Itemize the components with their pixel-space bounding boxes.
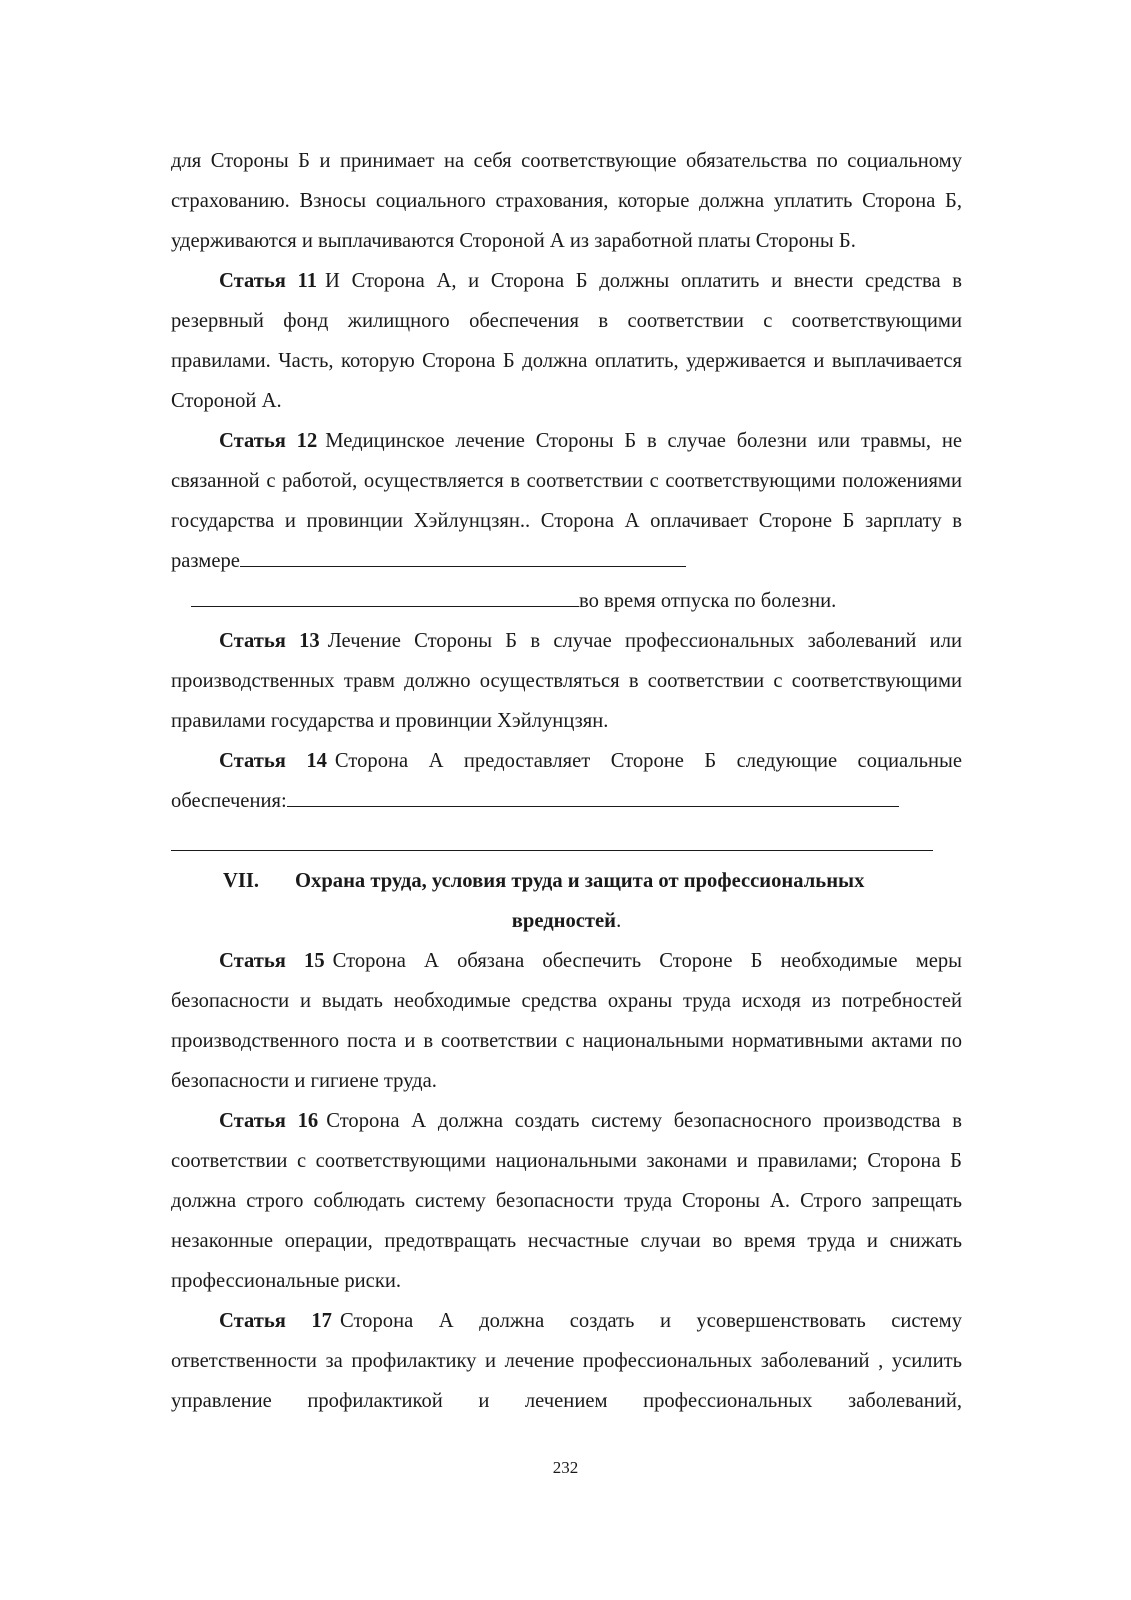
article-12-text: Медицинское лечение Стороны Б в случае болезни или травмы, не связанной с работой, осуществляется в соответствии с соответствующими положениями государства и провинции Хэйлунцзян.. Сторона А оплачивает Стороне Б зарплату в размере [171, 430, 962, 572]
article-17-text: Сторона А должна создать и усовершенствовать систему ответственности за профилактику и лечение профессиональных заболеваний , усилить управление профилактикой и лечением профессиональных заболеваний, [171, 1310, 962, 1412]
section-7-title-line1: Охрана труда, условия труда и защита от профессиональных [295, 870, 865, 892]
social-benefits-blank[interactable] [287, 782, 899, 807]
section-7-title-period: . [616, 910, 622, 932]
article-14-text: Сторона А предоставляет Стороне Б следующие социальные обеспечения: [171, 750, 963, 812]
section-7-number: VII. [223, 870, 260, 892]
social-benefits-blank-line[interactable] [171, 821, 962, 861]
section-7-heading [171, 861, 962, 941]
salary-amount-blank-continued[interactable] [191, 582, 579, 607]
article-13-label: Статья 13 [219, 630, 320, 652]
article-16 [171, 1101, 962, 1301]
article-15-label: Статья 15 [219, 950, 325, 972]
article-16-text: Сторона А должна создать систему безопасносного производства в соответствии с соответствующими национальными законами и правилами; Сторона Б должна строго соблюдать систему безопасности труда Стороны А. Строго запрещать незаконные операции, предотвращать несчастные случаи во время труда и снижать профессиональные риски. [171, 1110, 962, 1292]
article-12-label: Статья 12 [219, 430, 318, 452]
article-15 [171, 941, 962, 1101]
paragraph-continuation: для Стороны Б и принимает на себя соответствующие обязательства по социальному страхованию. Взносы социального страхования, которые должна уплатить Сторона Б, удерживаются и выплачиваются Стороной А из заработной платы Стороны Б. [171, 150, 962, 252]
article-12 [171, 421, 962, 581]
article-12-tail: во время отпуска по болезни. [579, 590, 837, 612]
document-page [171, 141, 962, 1421]
article-11-text: И Сторона А, и Сторона Б должны оплатить и внести средства в резервный фонд жилищного обеспечения в соответствии с соответствующими правилами. Часть, которую Сторона Б должна оплатить, удерживается и выплачивается Стороной А. [171, 270, 962, 412]
salary-amount-blank[interactable] [240, 542, 686, 567]
page-number: 232 [552, 1458, 579, 1477]
section-7-title-line2: вредностей [511, 910, 617, 932]
article-13 [171, 621, 962, 741]
article-17 [171, 1301, 962, 1421]
article-12-sick-leave-line [171, 581, 962, 621]
article-11 [171, 261, 962, 421]
article-13-text: Лечение Стороны Б в случае профессиональных заболеваний или производственных травм должно осуществляться в соответствии с соответствующими правилами государства и провинции Хэйлунцзян. [171, 630, 963, 732]
article-16-label: Статья 16 [219, 1110, 319, 1132]
article-14 [171, 741, 962, 821]
article-11-label: Статья 11 [219, 270, 318, 292]
article-14-label: Статья 14 [219, 750, 327, 772]
article-15-text: Сторона А обязана обеспечить Стороне Б необходимые меры безопасности и выдать необходимые средства охраны труда исходя из потребностей производственного поста и в соответствии с национальными нормативными актами по безопасности и гигиене труда. [171, 950, 963, 1092]
article-17-label: Статья 17 [219, 1310, 332, 1332]
